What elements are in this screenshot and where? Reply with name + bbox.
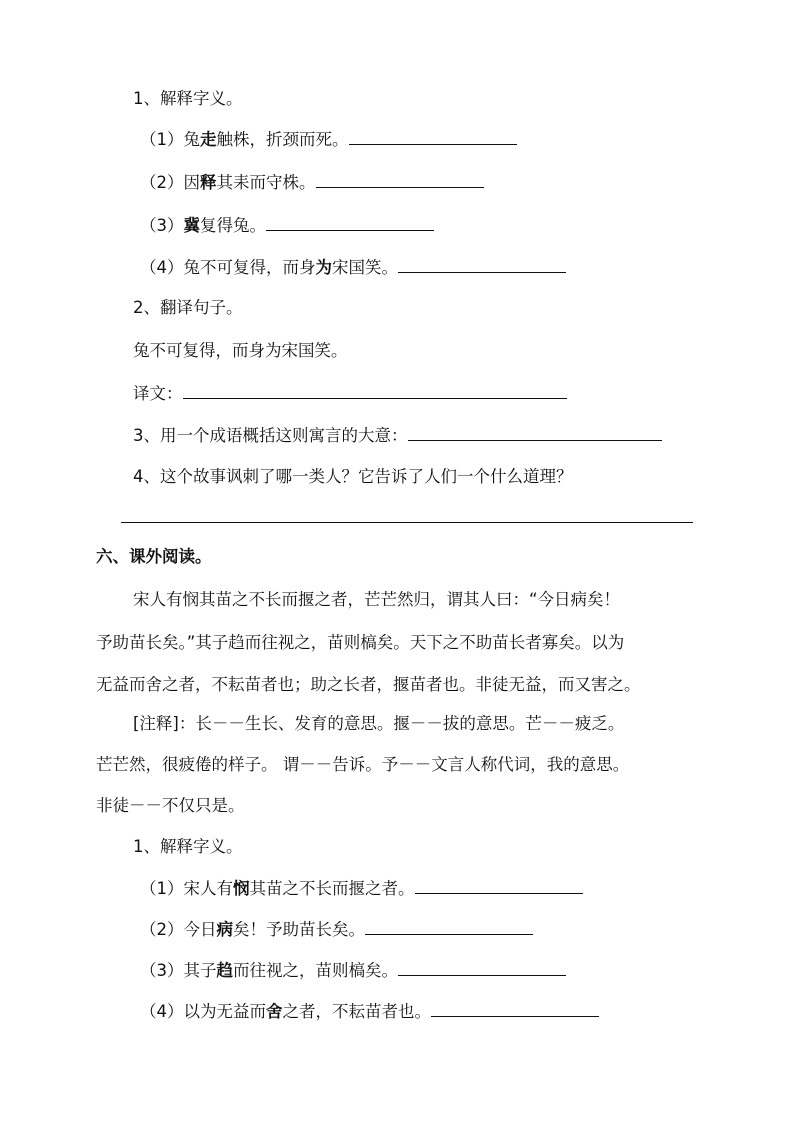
word-item-3 [140,959,566,982]
question-1-label: 1、解释字义。 [133,89,243,108]
word-item-3 [140,214,434,237]
key-character: 舍 [266,1002,283,1021]
key-character: 冀 [183,216,200,235]
question-3-line [133,424,662,447]
item-number: （4） [140,258,184,277]
answer-blank[interactable] [431,1000,599,1017]
question-1-label: 1、解释字义。 [133,837,243,856]
item-text: 宋人有 [183,879,233,898]
key-character: 病 [216,920,233,939]
item-text: 因 [183,173,200,192]
word-item-1 [140,877,583,900]
notes-line: 芒芒然，很疲倦的样子。 谓－－告诉。予－－文言人称代词，我的意思。 [96,755,630,774]
key-character: 走 [200,130,217,149]
key-character: 释 [200,173,217,192]
translation-label: 译文： [133,384,183,403]
question-4-label: 4、这个故事讽刺了哪一类人？它告诉了人们一个什么道理？ [133,467,573,486]
item-text: 触株，折颈而死。 [216,130,349,149]
item-text: 之者，不耘苗者也。 [282,1002,431,1021]
passage-line: 无益而舍之者，不耘苗者也；助之长者，揠苗者也。非徒无益，而又害之。 [96,675,641,694]
item-text: 兔 [183,130,200,149]
key-character: 悯 [233,879,250,898]
word-item-2 [140,918,533,941]
question-3-label: 3、用一个成语概括这则寓言的大意： [133,426,408,445]
key-character: 趋 [216,961,233,980]
item-number: （2） [140,173,184,192]
answer-blank[interactable] [316,171,484,188]
idiom-blank[interactable] [408,424,662,441]
section-title: 六、课外阅读。 [96,547,212,566]
passage-line: 宋人有悯其苗之不长而揠之者，芒芒然归，谓其人曰：“今日病矣！ [133,590,621,609]
item-text: 复得兔。 [200,216,266,235]
translation-blank[interactable] [183,382,567,399]
translation-line [133,382,567,405]
item-number: （1） [140,130,184,149]
question-2-sentence: 兔不可复得，而身为宋国笑。 [133,341,348,360]
notes-line: 非徒－－不仅只是。 [96,796,245,815]
key-character: 为 [315,258,332,277]
item-number: （3） [140,216,184,235]
item-text: 矣！予助苗长矣。 [233,920,365,939]
item-text: 其耒而守株。 [216,173,316,192]
item-number: （4） [140,1002,184,1021]
answer-blank[interactable] [349,128,517,145]
item-text: 以为无益而 [183,1002,266,1021]
answer-blank[interactable] [365,918,533,935]
answer-blank[interactable] [398,959,566,976]
item-number: （3） [140,961,184,980]
answer-blank[interactable] [266,214,434,231]
question-2-label: 2、翻译句子。 [133,298,243,317]
word-item-4 [140,1000,599,1023]
notes-line: [注释]：长－－生长、发育的意思。揠－－拔的意思。芒－－疲乏。 [133,714,625,733]
item-text: 宋国笑。 [332,258,398,277]
passage-line: 予助苗长矣。”其子趋而往视之，苗则槁矣。天下之不助苗长者寡矣。以为 [96,633,625,652]
item-text: 其苗之不长而揠之者。 [249,879,415,898]
answer-blank[interactable] [398,256,566,273]
item-text: 而往视之，苗则槁矣。 [233,961,398,980]
answer-line[interactable] [121,522,693,523]
word-item-4 [140,256,566,279]
item-text: 兔不可复得，而身 [183,258,316,277]
item-text: 其子 [183,961,217,980]
word-item-2 [140,171,484,194]
word-item-1 [140,128,517,151]
item-number: （1） [140,879,184,898]
item-number: （2） [140,920,184,939]
item-text: 今日 [183,920,217,939]
answer-blank[interactable] [415,877,583,894]
